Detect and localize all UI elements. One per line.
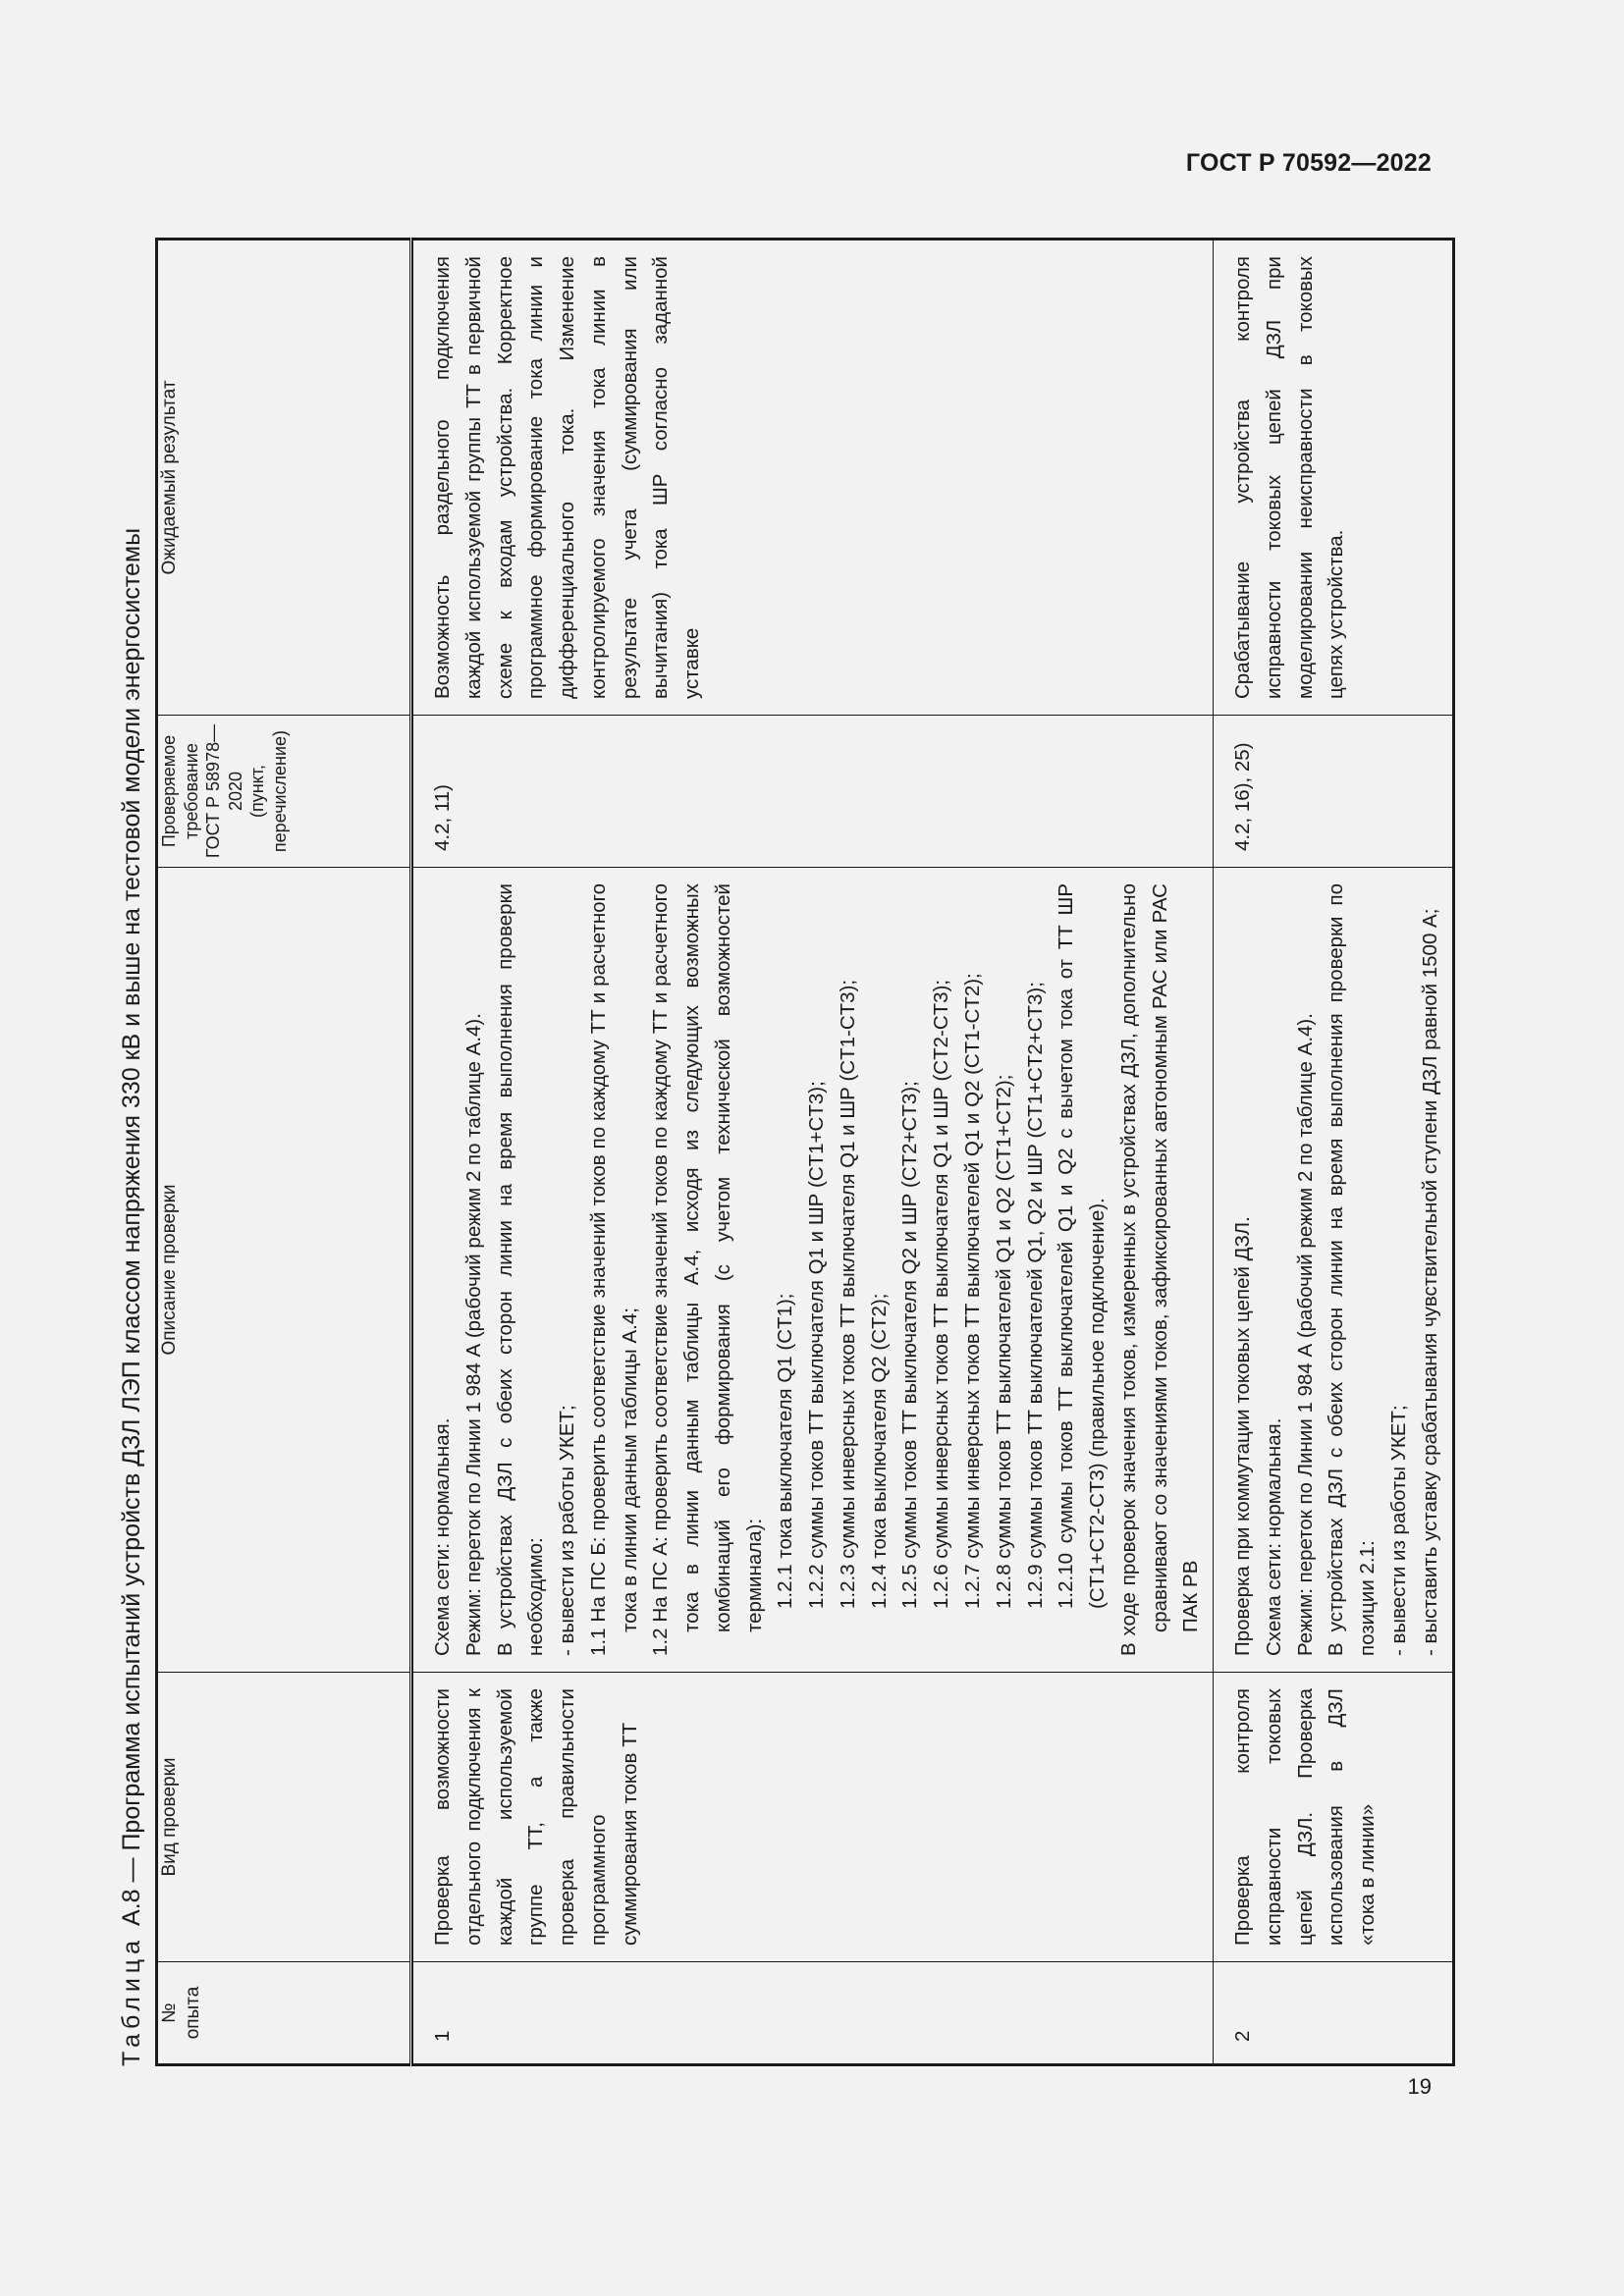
header-num: № опыта xyxy=(157,1962,411,2065)
row-desc-cell xyxy=(1214,868,1454,1673)
header-desc: Описание проверки xyxy=(157,868,411,1673)
desc-line: 1.2.5 суммы токов ТТ выключателя Q2 и ШР (CT2+CT3); xyxy=(898,1081,922,1609)
desc-line: 1.2 На ПС А: проверить соответствие значений токов по каждому ТТ и расчетного тока в линии данным таблицы А.4, исходя из следующих возможных комбинаций его формирования (с учетом технической возможностей терминала): xyxy=(649,883,766,1656)
page-number: 19 xyxy=(1407,2074,1432,2099)
row-req-cell: 4.2, 16), 25) xyxy=(1214,716,1454,868)
desc-line: В устройствах ДЗЛ с обеих сторон линии на время выполнения проверки по позиции 2.1: xyxy=(1325,883,1380,1656)
rotated-table-area xyxy=(108,88,1441,2081)
desc-line: Режим: переток по Линии 1 984 А (рабочий режим 2 по таблице А.4). xyxy=(461,1013,485,1656)
table-header-row xyxy=(157,240,411,2065)
row-result-cell: Срабатывание устройства контроля исправности токовых цепей ДЗЛ при моделировании неисправности в токовых цепях устройства. xyxy=(1214,240,1454,716)
desc-line: Режим: переток по Линии 1 984 А (рабочий режим 2 по таблице А.4). xyxy=(1293,1013,1317,1656)
desc-line: 1.2.1 тока выключателя Q1 (CT1); xyxy=(774,1293,797,1609)
caption-text: А.8 — Программа испытаний устройств ДЗЛ ЛЭП классом напряжения 330 кВ и выше на тестовой модели энергосистемы xyxy=(117,527,145,1926)
desc-line: 1.2.10 суммы токов ТТ выключателей Q1 и Q2 с вычетом тока от ТТ ШР (CT1+CT2-CT3) (правильное подключение). xyxy=(1055,883,1110,1609)
row-num-cell: 2 xyxy=(1214,1962,1454,2065)
desc-line: Схема сети: нормальная. xyxy=(1262,1417,1285,1656)
table-row xyxy=(413,240,1214,2065)
desc-line: Проверка при коммутации токовых цепей ДЗЛ. xyxy=(1231,1216,1255,1656)
document-code: ГОСТ Р 70592—2022 xyxy=(1185,149,1432,177)
header-type: Вид проверки xyxy=(157,1673,411,1962)
row-type-cell: Проверка возможности отдельного подключения к каждой используемой группе ТТ, а также проверка правильности программного суммирования токов ТТ xyxy=(413,1673,1214,1962)
row-type-cell: Проверка контроля исправности токовых цепей ДЗЛ. Проверка использования в ДЗЛ «тока в линии» xyxy=(1214,1673,1454,1962)
table-row xyxy=(1214,240,1454,2065)
table-caption xyxy=(108,528,155,2066)
row-num-cell: 1 xyxy=(413,1962,1214,2065)
caption-label: Таблица xyxy=(117,1935,145,2066)
desc-line: В устройствах ДЗЛ с обеих сторон линии на время выполнения проверки необходимо: xyxy=(493,883,548,1656)
desc-line: В ходе проверок значения токов, измеренных в устройствах ДЗЛ, дополнительно сравнивают со значениями токов, зафиксированных автономным РАС или РАС ПАК РВ xyxy=(1116,883,1203,1656)
desc-line: 1.2.3 суммы инверсных токов ТТ выключателя Q1 и ШР (CT1-CT3); xyxy=(836,979,859,1609)
row-desc-cell xyxy=(413,868,1214,1673)
test-program-table xyxy=(155,238,1455,2066)
desc-line: 1.1 На ПС Б: проверить соответствие значений токов по каждому ТТ и расчетного тока в линии данным таблицы А.4; xyxy=(586,883,641,1656)
desc-line: 1.2.6 суммы инверсных токов ТТ выключателя Q1 и ШР (CT2-CT3); xyxy=(930,979,953,1609)
header-req: Проверяемое требование ГОСТ Р 58978—2020 (пункт, перечисление) xyxy=(157,716,411,868)
desc-line: - вывести из работы УКЕТ; xyxy=(556,1405,579,1656)
row-req-cell: 4.2, 11) xyxy=(413,716,1214,868)
desc-line: - вывести из работы УКЕТ; xyxy=(1386,1405,1410,1656)
desc-line: Схема сети: нормальная. xyxy=(431,1417,454,1656)
desc-line: 1.2.4 тока выключателя Q2 (CT2); xyxy=(867,1293,891,1609)
desc-line: 1.2.9 суммы токов ТТ выключателей Q1, Q2 и ШР (CT1+CT2+CT3); xyxy=(1023,982,1047,1609)
desc-line: 1.2.2 суммы токов ТТ выключателя Q1 и ШР (CT1+CT3); xyxy=(805,1081,829,1609)
header-result: Ожидаемый результат xyxy=(157,240,411,716)
desc-line: 1.2.8 суммы токов ТТ выключателей Q1 и Q2 (CT1+CT2); xyxy=(992,1074,1015,1609)
desc-line: 1.2.7 суммы инверсных токов ТТ выключателей Q1 и Q2 (CT1-CT2); xyxy=(961,973,985,1609)
row-result-cell: Возможность раздельного подключения каждой используемой группы ТТ в первичной схеме к входам устройства. Корректное программное формирование тока линии и дифференциального тока. Изменение контролируемого значения тока линии в результате учета (суммирования или вычитания) тока ШР согласно заданной уставке xyxy=(413,240,1214,716)
desc-line: - выставить уставку срабатывания чувствительной ступени ДЗЛ равной 1500 А; xyxy=(1418,908,1441,1656)
